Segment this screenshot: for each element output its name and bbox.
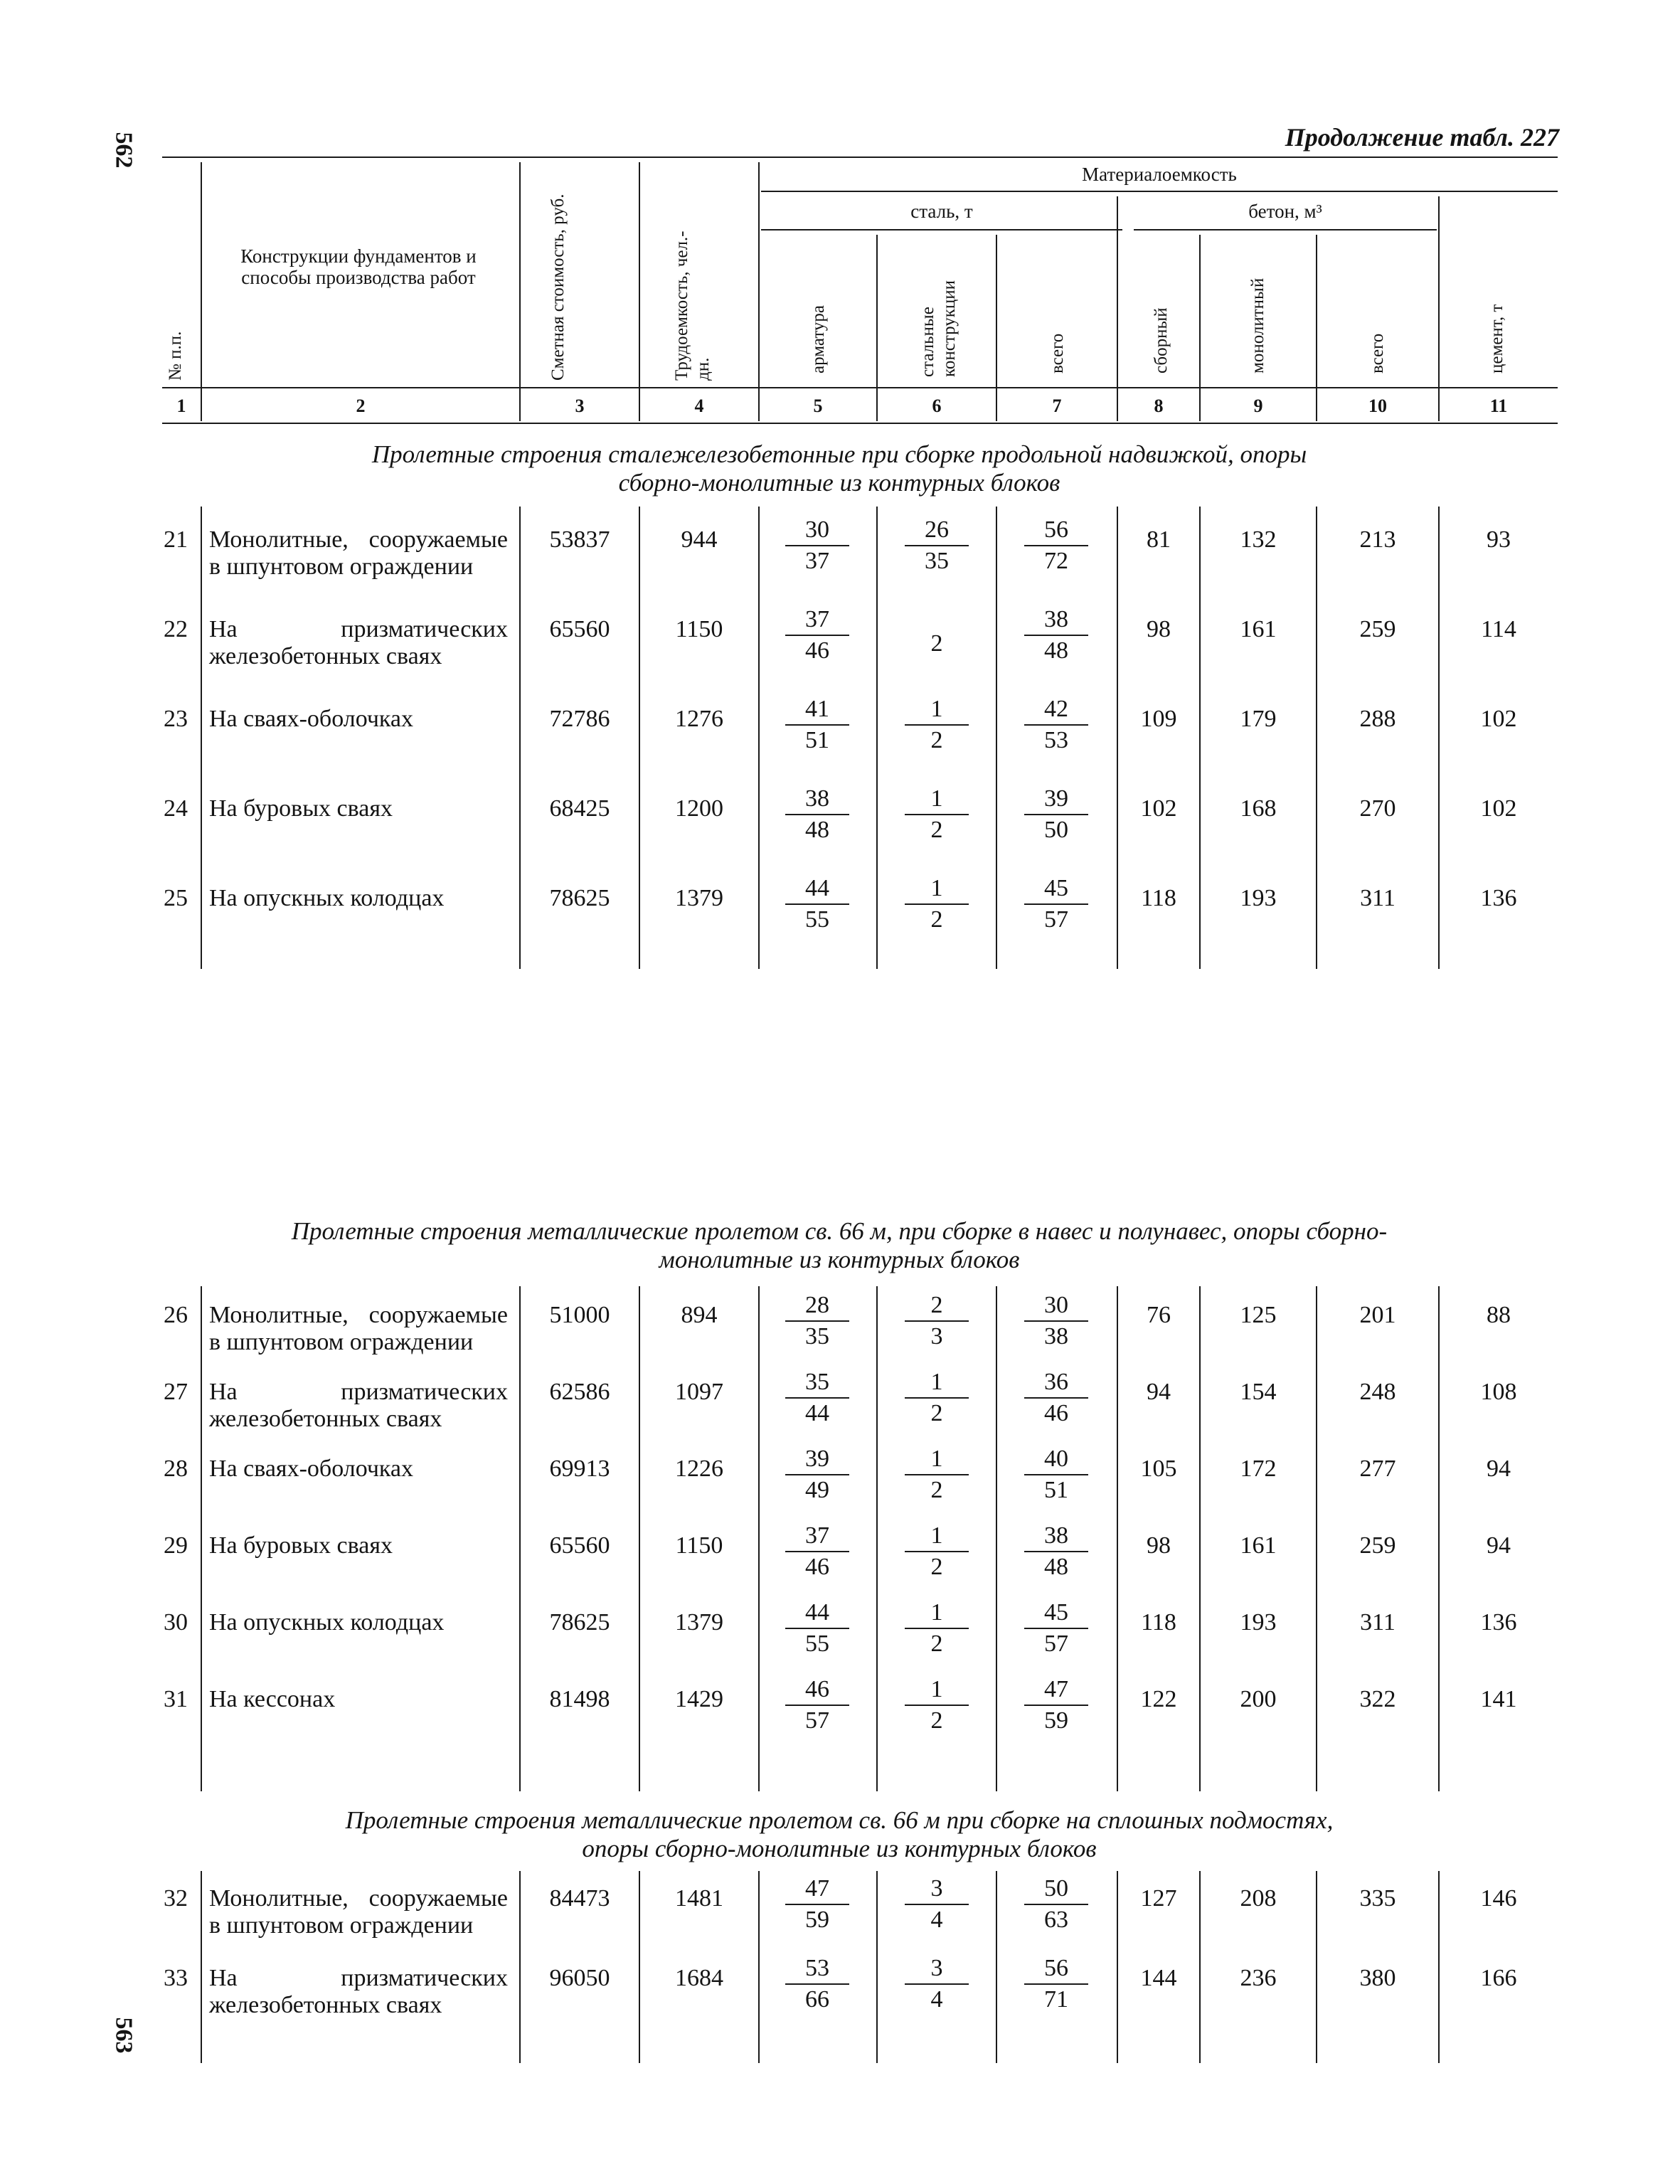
fraction-cell bbox=[785, 1599, 849, 1658]
fraction-cell bbox=[785, 696, 849, 754]
fraction-cell bbox=[785, 1369, 849, 1427]
cell-value: 1150 bbox=[675, 1532, 723, 1559]
row-number: 22 bbox=[164, 616, 188, 642]
fraction-numerator: 3 bbox=[905, 1875, 969, 1905]
section-title: Пролетные строения металлические пролетом св. 66 м, при сборке в навес и полунавес, опоры сборно- bbox=[291, 1217, 1388, 1245]
cell-value: 1379 bbox=[675, 1609, 723, 1636]
fraction-denominator: 4 bbox=[930, 1907, 943, 1933]
fraction-numerator: 50 bbox=[1024, 1875, 1088, 1905]
header-col-rebar: арматура bbox=[809, 304, 828, 373]
cell-value: 84473 bbox=[549, 1885, 610, 1912]
cell-value: 141 bbox=[1480, 1686, 1517, 1712]
fraction-denominator: 59 bbox=[1044, 1707, 1068, 1734]
cell-value: 179 bbox=[1240, 706, 1277, 732]
fraction-denominator: 2 bbox=[930, 1707, 943, 1734]
fraction-denominator: 55 bbox=[805, 1631, 829, 1657]
cell-value: 94 bbox=[1487, 1532, 1511, 1559]
page-number-bottom: 563 bbox=[110, 2017, 137, 2054]
fraction-numerator: 37 bbox=[785, 1522, 849, 1552]
fraction-denominator: 63 bbox=[1044, 1907, 1068, 1933]
fraction-cell bbox=[1024, 1955, 1088, 2013]
cell-value: 125 bbox=[1240, 1302, 1277, 1328]
cell-value: 322 bbox=[1359, 1686, 1396, 1712]
row-description: На опускных колодцах bbox=[209, 885, 445, 911]
fraction-numerator: 1 bbox=[905, 1522, 969, 1552]
fraction-cell bbox=[1024, 696, 1088, 754]
cell-value: 1097 bbox=[675, 1379, 723, 1405]
fraction-denominator: 55 bbox=[805, 906, 829, 933]
fraction-numerator: 56 bbox=[1024, 516, 1088, 546]
cell-value: 311 bbox=[1360, 1609, 1395, 1636]
fraction-cell bbox=[905, 785, 969, 844]
fraction-denominator: 57 bbox=[1044, 906, 1068, 933]
cell-value: 213 bbox=[1359, 526, 1396, 553]
fraction-cell bbox=[1024, 1446, 1088, 1504]
cell-value: 136 bbox=[1480, 1609, 1517, 1636]
cell-value: 288 bbox=[1359, 706, 1396, 732]
fraction-numerator: 1 bbox=[905, 1599, 969, 1629]
fraction-numerator: 30 bbox=[1024, 1292, 1088, 1322]
fraction-cell bbox=[1024, 1292, 1088, 1350]
cell-value: 144 bbox=[1140, 1965, 1177, 1991]
cell-value: 102 bbox=[1480, 706, 1517, 732]
fraction-numerator: 1 bbox=[905, 696, 969, 726]
cell-value: 65560 bbox=[549, 616, 610, 642]
column-divider bbox=[201, 507, 202, 969]
cell-value: 166 bbox=[1480, 1965, 1517, 1991]
row-description: На кессонах bbox=[209, 1686, 336, 1712]
section-title: Пролетные строения сталежелезобетонные при сборке продольной надвижкой, опоры bbox=[371, 440, 1307, 468]
header-steel: сталь, т bbox=[910, 201, 973, 222]
fraction-numerator: 1 bbox=[905, 875, 969, 905]
fraction-denominator: 59 bbox=[805, 1907, 829, 1933]
fraction-denominator: 44 bbox=[805, 1400, 829, 1426]
cell-value: 1429 bbox=[675, 1686, 723, 1712]
cell-value: 65560 bbox=[549, 1532, 610, 1559]
cell-value: 193 bbox=[1240, 1609, 1277, 1636]
column-divider bbox=[876, 1286, 878, 1791]
fraction-denominator: 48 bbox=[1044, 637, 1068, 664]
fraction-denominator: 46 bbox=[805, 1554, 829, 1580]
fraction-numerator: 39 bbox=[1024, 785, 1088, 815]
fraction-cell bbox=[785, 1676, 849, 1734]
cell-value: 76 bbox=[1147, 1302, 1171, 1328]
cell-value: 78625 bbox=[549, 885, 610, 911]
row-description: Монолитные, сооружаемые в шпунтовом ограждении bbox=[209, 1302, 508, 1355]
cell-value: 118 bbox=[1141, 885, 1176, 911]
cell-value: 102 bbox=[1480, 795, 1517, 822]
cell-value: 2 bbox=[930, 630, 943, 657]
col-num: 4 bbox=[694, 396, 704, 416]
fraction-numerator: 42 bbox=[1024, 696, 1088, 726]
row-number: 24 bbox=[164, 795, 188, 822]
fraction-cell bbox=[905, 1955, 969, 2013]
section-subtitle: монолитные из контурных блоков bbox=[659, 1246, 1020, 1273]
fraction-numerator: 38 bbox=[1024, 1522, 1088, 1552]
row-number: 32 bbox=[164, 1885, 188, 1912]
fraction-cell bbox=[905, 875, 969, 933]
cell-value: 236 bbox=[1240, 1965, 1277, 1991]
cell-value: 96050 bbox=[549, 1965, 610, 1991]
cell-value: 1684 bbox=[675, 1965, 723, 1991]
fraction-cell bbox=[785, 516, 849, 575]
fraction-cell bbox=[785, 1522, 849, 1581]
header-concrete: бетон, м³ bbox=[1248, 201, 1322, 222]
page-number-top: 562 bbox=[110, 132, 137, 169]
row-description: На призматических железобетонных сваях bbox=[209, 1379, 508, 1432]
fraction-cell bbox=[1024, 1522, 1088, 1581]
cell-value: 78625 bbox=[549, 1609, 610, 1636]
header-col-cement: цемент, т bbox=[1487, 304, 1506, 373]
header-col-concrete-total: всего bbox=[1368, 333, 1387, 373]
header-material: Материалоемкость bbox=[1082, 164, 1237, 185]
fraction-cell bbox=[785, 785, 849, 844]
fraction-denominator: 48 bbox=[805, 817, 829, 843]
fraction-numerator: 45 bbox=[1024, 1599, 1088, 1629]
cell-value: 277 bbox=[1359, 1456, 1396, 1482]
fraction-cell bbox=[785, 606, 849, 664]
cell-value: 172 bbox=[1240, 1456, 1277, 1482]
cell-value: 108 bbox=[1480, 1379, 1517, 1405]
fraction-cell bbox=[905, 696, 969, 754]
fraction-denominator: 50 bbox=[1044, 817, 1068, 843]
fraction-cell bbox=[905, 1369, 969, 1427]
column-divider bbox=[201, 1286, 202, 1791]
cell-value: 894 bbox=[681, 1302, 718, 1328]
fraction-cell bbox=[1024, 516, 1088, 575]
fraction-numerator: 1 bbox=[905, 1676, 969, 1706]
row-description: На призматических железобетонных сваях bbox=[209, 616, 508, 669]
fraction-numerator: 1 bbox=[905, 1446, 969, 1475]
fraction-cell bbox=[905, 1446, 969, 1504]
column-divider bbox=[876, 1871, 878, 2063]
col-num: 6 bbox=[932, 396, 942, 416]
cell-value: 168 bbox=[1240, 795, 1277, 822]
fraction-denominator: 37 bbox=[805, 548, 829, 574]
row-description: На буровых сваях bbox=[209, 795, 393, 822]
fraction-cell bbox=[785, 1955, 849, 2013]
fraction-cell bbox=[785, 1446, 849, 1504]
fraction-numerator: 40 bbox=[1024, 1446, 1088, 1475]
row-description: На призматических железобетонных сваях bbox=[209, 1965, 508, 2018]
row-description: Монолитные, сооружаемые в шпунтовом ограждении bbox=[209, 526, 508, 580]
column-divider bbox=[758, 507, 760, 969]
col-num: 8 bbox=[1154, 396, 1164, 416]
fraction-cell bbox=[1024, 875, 1088, 933]
cell-value: 208 bbox=[1240, 1885, 1277, 1912]
row-number: 27 bbox=[164, 1379, 188, 1405]
section-subtitle: опоры сборно-монолитные из контурных блоков bbox=[582, 1835, 1097, 1862]
cell-value: 94 bbox=[1487, 1456, 1511, 1482]
fraction-numerator: 39 bbox=[785, 1446, 849, 1475]
column-divider bbox=[758, 1286, 760, 1791]
cell-value: 154 bbox=[1240, 1379, 1277, 1405]
row-number: 33 bbox=[164, 1965, 188, 1991]
fraction-denominator: 49 bbox=[805, 1477, 829, 1503]
fraction-numerator: 45 bbox=[1024, 875, 1088, 905]
fraction-denominator: 2 bbox=[930, 906, 943, 933]
cell-value: 270 bbox=[1359, 795, 1396, 822]
fraction-denominator: 51 bbox=[805, 727, 829, 753]
row-number: 29 bbox=[164, 1532, 188, 1559]
fraction-numerator: 35 bbox=[785, 1369, 849, 1399]
cell-value: 93 bbox=[1487, 526, 1511, 553]
fraction-cell bbox=[1024, 606, 1088, 664]
cell-value: 98 bbox=[1147, 1532, 1171, 1559]
cell-value: 1481 bbox=[675, 1885, 723, 1912]
col-num: 7 bbox=[1052, 396, 1062, 416]
cell-value: 72786 bbox=[549, 706, 610, 732]
col-num: 10 bbox=[1368, 396, 1387, 416]
column-divider bbox=[996, 1286, 997, 1791]
fraction-denominator: 35 bbox=[805, 1323, 829, 1350]
column-divider bbox=[996, 1871, 997, 2063]
cell-value: 132 bbox=[1240, 526, 1277, 553]
cell-value: 1276 bbox=[675, 706, 723, 732]
fraction-denominator: 51 bbox=[1044, 1477, 1068, 1503]
cell-value: 259 bbox=[1359, 1532, 1396, 1559]
row-number: 21 bbox=[164, 526, 188, 553]
cell-value: 102 bbox=[1140, 795, 1177, 822]
fraction-numerator: 26 bbox=[905, 516, 969, 546]
fraction-denominator: 48 bbox=[1044, 1554, 1068, 1580]
cell-value: 259 bbox=[1359, 616, 1396, 642]
row-number: 26 bbox=[164, 1302, 188, 1328]
cell-value: 1379 bbox=[675, 885, 723, 911]
column-divider bbox=[876, 507, 878, 969]
fraction-denominator: 2 bbox=[930, 1631, 943, 1657]
section-title: Пролетные строения металлические пролетом св. 66 м при сборке на сплошных подмостях, bbox=[345, 1806, 1334, 1834]
fraction-cell bbox=[905, 1676, 969, 1734]
fraction-denominator: 46 bbox=[805, 637, 829, 664]
fraction-numerator: 3 bbox=[905, 1955, 969, 1985]
fraction-numerator: 53 bbox=[785, 1955, 849, 1985]
cell-value: 335 bbox=[1359, 1885, 1396, 1912]
cell-value: 68425 bbox=[549, 795, 610, 822]
fraction-numerator: 37 bbox=[785, 606, 849, 636]
fraction-cell bbox=[905, 1292, 969, 1350]
fraction-numerator: 47 bbox=[1024, 1676, 1088, 1706]
fraction-cell bbox=[905, 1522, 969, 1581]
row-description: На опускных колодцах bbox=[209, 1609, 445, 1636]
fraction-denominator: 2 bbox=[930, 1477, 943, 1503]
row-number: 31 bbox=[164, 1686, 188, 1712]
cell-value: 94 bbox=[1147, 1379, 1171, 1405]
fraction-numerator: 1 bbox=[905, 1369, 969, 1399]
header-col-number: № п.п. bbox=[166, 331, 185, 381]
header-col-monolithic: монолитный bbox=[1248, 277, 1267, 373]
cell-value: 114 bbox=[1481, 616, 1516, 642]
fraction-cell bbox=[1024, 1599, 1088, 1658]
cell-value: 1150 bbox=[675, 616, 723, 642]
fraction-numerator: 36 bbox=[1024, 1369, 1088, 1399]
fraction-numerator: 28 bbox=[785, 1292, 849, 1322]
header-col-construction: Конструкции фундаментов и способы производства работ bbox=[240, 245, 477, 288]
cell-value: 161 bbox=[1240, 616, 1277, 642]
fraction-cell bbox=[905, 516, 969, 575]
cell-value: 146 bbox=[1480, 1885, 1517, 1912]
row-number: 23 bbox=[164, 706, 188, 732]
fraction-denominator: 2 bbox=[930, 1554, 943, 1580]
fraction-numerator: 1 bbox=[905, 785, 969, 815]
cell-value: 200 bbox=[1240, 1686, 1277, 1712]
row-description: Монолитные, сооружаемые в шпунтовом ограждении bbox=[209, 1885, 508, 1939]
fraction-cell bbox=[905, 1875, 969, 1934]
fraction-cell bbox=[1024, 1369, 1088, 1427]
cell-value: 311 bbox=[1360, 885, 1395, 911]
cell-value: 136 bbox=[1480, 885, 1517, 911]
fraction-numerator: 38 bbox=[1024, 606, 1088, 636]
fraction-denominator: 53 bbox=[1044, 727, 1068, 753]
cell-value: 248 bbox=[1359, 1379, 1396, 1405]
cell-value: 88 bbox=[1487, 1302, 1511, 1328]
fraction-numerator: 30 bbox=[785, 516, 849, 546]
cell-value: 81498 bbox=[549, 1686, 610, 1712]
fraction-cell bbox=[1024, 1875, 1088, 1934]
cell-value: 161 bbox=[1240, 1532, 1277, 1559]
row-number: 28 bbox=[164, 1456, 188, 1482]
fraction-cell bbox=[785, 1875, 849, 1934]
fraction-denominator: 2 bbox=[930, 1400, 943, 1426]
row-description: На сваях-оболочках bbox=[209, 1456, 414, 1482]
fraction-cell bbox=[785, 1292, 849, 1350]
cell-value: 118 bbox=[1141, 1609, 1176, 1636]
fraction-denominator: 46 bbox=[1044, 1400, 1068, 1426]
table-continuation-caption: Продолжение табл. 227 bbox=[1285, 123, 1559, 152]
fraction-numerator: 56 bbox=[1024, 1955, 1088, 1985]
fraction-cell bbox=[785, 875, 849, 933]
fraction-denominator: 4 bbox=[930, 1986, 943, 2013]
cell-value: 62586 bbox=[549, 1379, 610, 1405]
section-subtitle: сборно-монолитные из контурных блоков bbox=[618, 469, 1060, 497]
col-num: 9 bbox=[1253, 396, 1263, 416]
fraction-numerator: 44 bbox=[785, 1599, 849, 1629]
cell-value: 53837 bbox=[549, 526, 610, 553]
fraction-denominator: 2 bbox=[930, 817, 943, 843]
cell-value: 122 bbox=[1140, 1686, 1177, 1712]
cell-value: 105 bbox=[1140, 1456, 1177, 1482]
cell-value: 127 bbox=[1140, 1885, 1177, 1912]
fraction-denominator: 57 bbox=[805, 1707, 829, 1734]
header-col-steel-total: всего bbox=[1048, 333, 1067, 373]
cell-value: 109 bbox=[1140, 706, 1177, 732]
cell-value: 81 bbox=[1147, 526, 1171, 553]
cell-value: 69913 bbox=[549, 1456, 610, 1482]
fraction-numerator: 2 bbox=[905, 1292, 969, 1322]
header-col-steel-structures: стальные конструкции bbox=[918, 280, 959, 377]
cell-value: 193 bbox=[1240, 885, 1277, 911]
fraction-denominator: 71 bbox=[1044, 1986, 1068, 2013]
fraction-cell bbox=[905, 1599, 969, 1658]
col-num: 11 bbox=[1489, 396, 1508, 416]
column-divider bbox=[201, 1871, 202, 2063]
cell-value: 944 bbox=[681, 526, 718, 553]
fraction-denominator: 72 bbox=[1044, 548, 1068, 574]
fraction-numerator: 38 bbox=[785, 785, 849, 815]
fraction-numerator: 41 bbox=[785, 696, 849, 726]
col-num: 1 bbox=[176, 396, 186, 416]
fraction-numerator: 46 bbox=[785, 1676, 849, 1706]
col-num: 3 bbox=[575, 396, 585, 416]
column-divider bbox=[758, 1871, 760, 2063]
fraction-denominator: 66 bbox=[805, 1986, 829, 2013]
cell-value: 98 bbox=[1147, 616, 1171, 642]
fraction-cell bbox=[1024, 785, 1088, 844]
fraction-numerator: 47 bbox=[785, 1875, 849, 1905]
col-num: 2 bbox=[356, 396, 366, 416]
cell-value: 1226 bbox=[675, 1456, 723, 1482]
fraction-denominator: 57 bbox=[1044, 1631, 1068, 1657]
fraction-cell bbox=[1024, 1676, 1088, 1734]
header-col-cost: Сметная стоимость, руб. bbox=[548, 194, 568, 381]
col-num: 5 bbox=[813, 396, 823, 416]
header-col-precast: сборный bbox=[1152, 307, 1171, 373]
cell-value: 51000 bbox=[549, 1302, 610, 1328]
fraction-denominator: 2 bbox=[930, 727, 943, 753]
fraction-numerator: 44 bbox=[785, 875, 849, 905]
header-col-labor: Трудоемкость, чел.-дн. bbox=[672, 230, 713, 381]
fraction-denominator: 3 bbox=[930, 1323, 943, 1350]
row-number: 25 bbox=[164, 885, 188, 911]
row-description: На буровых сваях bbox=[209, 1532, 393, 1559]
fraction-denominator: 35 bbox=[925, 548, 949, 574]
cell-value: 380 bbox=[1359, 1965, 1396, 1991]
column-divider bbox=[996, 507, 997, 969]
fraction-denominator: 38 bbox=[1044, 1323, 1068, 1350]
cell-value: 201 bbox=[1359, 1302, 1396, 1328]
row-description: На сваях-оболочках bbox=[209, 706, 414, 732]
row-number: 30 bbox=[164, 1609, 188, 1636]
cell-value: 1200 bbox=[675, 795, 723, 822]
